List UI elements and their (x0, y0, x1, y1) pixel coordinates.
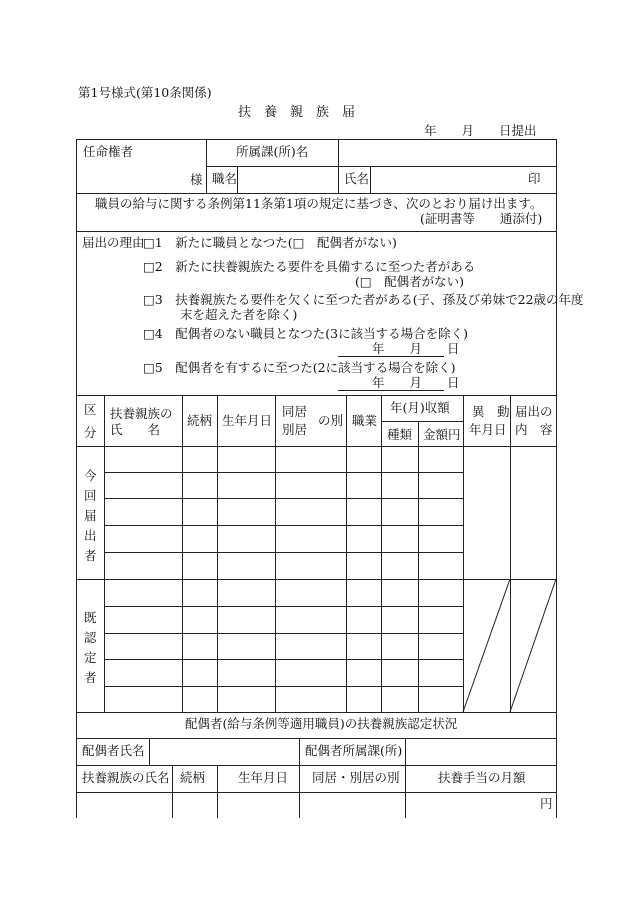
reason-2-sub: (□ 配偶者がない) (355, 274, 465, 289)
reason-2: □2 新たに扶養親族たる要件を具備するに至つた者がある (143, 259, 476, 274)
spouse-col-relation: 続柄 (180, 770, 206, 785)
spouse-section-title: 配偶者(給与条例等適用職員)の扶養親族認定状況 (185, 716, 458, 731)
spouse-col-allowance: 扶養手当の月額 (438, 770, 526, 785)
col-change-1: 異 動 (472, 404, 510, 419)
col-income-kind: 種類 (387, 427, 413, 442)
reason-3: □3 扶養親族たる要件を欠くに至つた者がある(子、孫及び弟妹で22歳の年度 (143, 292, 584, 307)
form-number: 第1号様式(第10条関係) (78, 85, 212, 100)
col-kubun: 区 (84, 402, 97, 417)
yen-unit: 円 (540, 796, 553, 811)
reason-label: 届出の理由 (82, 235, 145, 250)
submission-date-label: 年 月 日提出 (424, 123, 537, 138)
group-current-char: 出 (84, 528, 97, 543)
group-current-char: 者 (84, 548, 97, 563)
spouse-col-cohab: 同居・別居の別 (312, 770, 400, 785)
col-cohabit-suffix: の別 (318, 413, 344, 428)
form-title: 扶 養 親 族 届 (238, 105, 356, 120)
honorific-sama: 様 (190, 172, 203, 187)
dept-label: 所属課(所)名 (236, 144, 309, 159)
rule (76, 792, 557, 793)
group-existing-char: 者 (84, 670, 97, 685)
reason-5-date: 年 月 日 (372, 375, 460, 390)
col-cohabit-2: 別居 (282, 422, 308, 437)
rule (76, 765, 557, 766)
group-existing-char: 既 (84, 610, 97, 625)
reason-5: □5 配偶者を有するに至つた(2に該当する場合を除く) (143, 360, 456, 375)
col-bun: 分 (84, 425, 97, 440)
rule (299, 738, 300, 765)
reason-4-date: 年 月 日 (372, 341, 460, 356)
spouse-name-label: 配偶者氏名 (82, 743, 145, 758)
col-income-amount: 金額円 (423, 427, 461, 442)
name-label: 氏名 (344, 171, 370, 186)
rule (405, 738, 406, 765)
group-current-char: 今 (84, 468, 97, 483)
col-content-1: 届出の (515, 404, 553, 419)
group-current-char: 届 (84, 508, 97, 523)
group-current-char: 回 (84, 488, 97, 503)
statement-text: 職員の給与に関する条例第11条第1項の規定に基づき、次のとおり届け出ます。 (95, 196, 543, 211)
reason-1: □1 新たに職員となつた(□ 配偶者がない) (143, 235, 397, 250)
appointer-label: 任命権者 (83, 144, 134, 159)
col-name-1: 扶養親族の (110, 406, 173, 421)
col-change-2: 年月日 (469, 422, 507, 437)
spouse-col-name: 扶養親族の氏名 (82, 770, 170, 785)
spouse-dept-label: 配偶者所属課(所) (305, 743, 403, 758)
post-label: 職名 (212, 171, 238, 186)
col-birth: 生年月日 (222, 413, 273, 428)
seal-mark: 印 (528, 171, 541, 186)
attachment-note: (証明書等 通添付) (420, 211, 543, 226)
col-income: 年(月)収額 (390, 400, 450, 415)
col-name-2: 氏 名 (110, 422, 161, 437)
group-existing-char: 定 (84, 650, 97, 665)
col-relation: 続柄 (187, 413, 213, 428)
col-cohabit-1: 同居 (282, 404, 308, 419)
reason-3-sub: 末を超えた者を除く) (180, 307, 298, 322)
rule (149, 738, 150, 765)
col-content-2: 内 容 (515, 422, 553, 437)
group-existing-char: 認 (84, 630, 97, 645)
col-job: 職業 (352, 413, 378, 428)
rule (76, 712, 557, 713)
reason-4: □4 配偶者のない職員となつた(3に該当する場合を除く) (143, 326, 468, 341)
spouse-col-birth: 生年月日 (238, 770, 289, 785)
